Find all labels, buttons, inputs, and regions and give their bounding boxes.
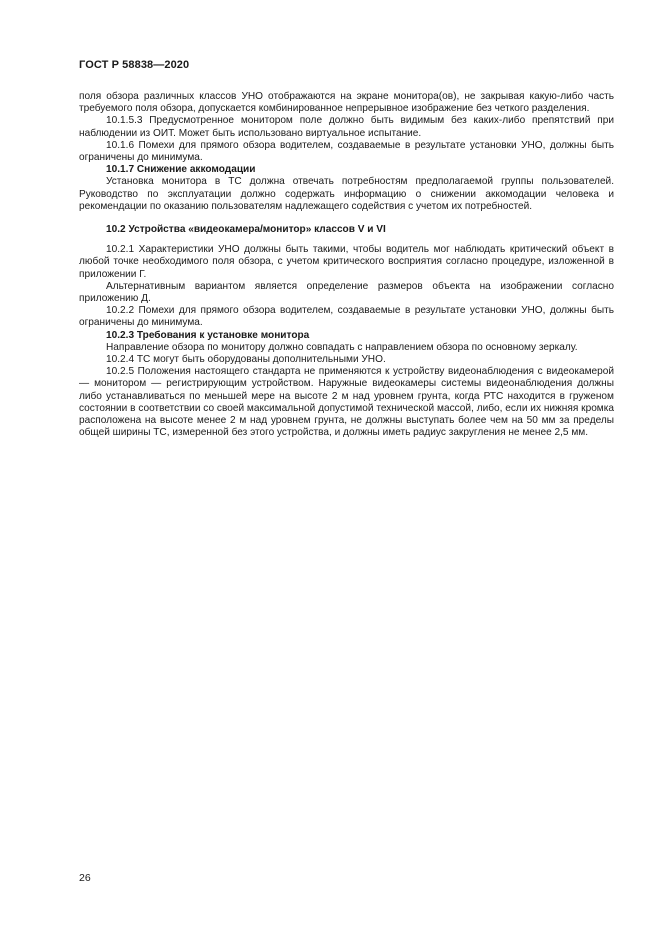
page-number: 26: [79, 872, 91, 884]
paragraph: Направление обзора по монитору должно совпадать с направлением обзора по основному зеркалу.: [106, 341, 578, 353]
paragraph: 10.1.5.3 Предусмотренное монитором поле должно быть видимым без каких-либо препятствий при наблюдении из ОИТ. Может быть использовано виртуальное испытание.: [79, 115, 614, 139]
paragraph: Альтернативным вариантом является определение размеров объекта на изображении согласно приложению Д.: [79, 280, 614, 305]
section-heading: 10.1.7 Снижение аккомодации: [106, 164, 256, 176]
paragraph: 10.1.6 Помехи для прямого обзора водителем, создаваемые в результате установки УНО, должны быть ограничены до минимума.: [79, 139, 614, 164]
page-body: [79, 91, 614, 439]
paragraph: 10.2.2 Помехи для прямого обзора водителем, создаваемые в результате установки УНО, должны быть ограничены до минимума.: [79, 305, 614, 329]
paragraph: 10.2.5 Положения настоящего стандарта не применяются к устройству видеонаблюдения с видеокамерой — монитором — регистрирующим устройством. Наружные видеокамеры системы видеонаблюдения должны либо устанавливаться по меньшей мере на высоте 2 м над уровнем грунта, когда РТС находится в груженом состоянии в соответствии со своей максимальной допустимой технической массой, либо, если их нижняя кромка расположена на высоте менее 2 м над уровнем грунта, не должны выступать более чем на 50 мм за пределы общей ширины ТС, измеренной без этого устройства, и должны иметь радиус закругления не менее 2,5 мм.: [79, 366, 614, 439]
paragraph: Установка монитора в ТС должна отвечать потребностям предполагаемой группы пользователей. Руководство по эксплуатации должно содержать информацию о снижении аккомодации человека и рекомендации по оказанию пользователям надлежащего содействия с учетом их потребностей.: [79, 176, 614, 212]
paragraph: поля обзора различных классов УНО отображаются на экране монитора(ов), не закрывая какую-либо часть требуемого поля обзора, допускается комбинированное непрерывное изображение без четкого разделения.: [79, 91, 614, 115]
document-code: ГОСТ Р 58838—2020: [79, 59, 190, 71]
section-heading: 10.2 Устройства «видеокамера/монитор» классов V и VI: [106, 224, 386, 236]
section-heading: 10.2.3 Требования к установке монитора: [106, 329, 310, 341]
paragraph: 10.2.1 Характеристики УНО должны быть такими, чтобы водитель мог наблюдать критический объект в любой точке необходимого поля обзора, с учетом критического восприятия согласно процедуре, изложенной в приложении Г.: [79, 244, 614, 280]
paragraph: 10.2.4 ТС могут быть оборудованы дополнительными УНО.: [106, 354, 386, 366]
